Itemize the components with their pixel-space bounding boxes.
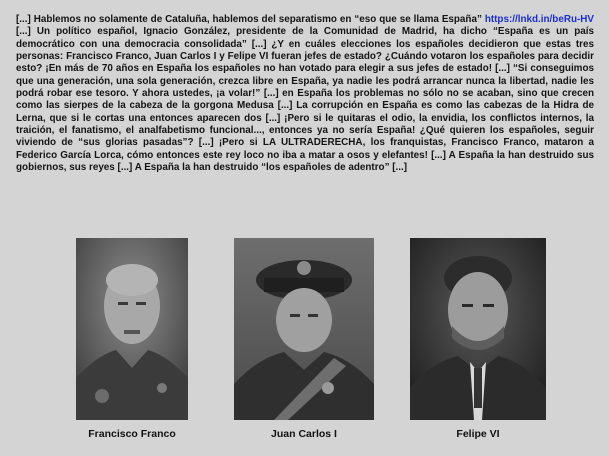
portrait-photo-icon (234, 238, 374, 420)
paragraph-text-rest: [...] Un político español, Ignacio González, presidente de la Comunidad de Madrid, ha dicho “España es un país democrático con una democracia consolidada” [...] ¿Y en cuáles elecciones los españoles decidieron que estas tres personas: Francisco Franco, Juan Carlos I y Felipe VI fueran jefes de estado? ¿Cuándo votaron los españoles para decidir esto? ¡En más de 70 años en España los españoles no han votado para elegir a sus jefes de estado! [...] “Si conseguimos que una generación, una sola generación, crezca libre en España, ya nadie les podrá arrancar nunca la libertad, nadie les podrá robar ese tesoro. Y ahora ustedes, ¡a volar!” [...] en España los problemas no sólo no se acaban, sino que crecen como las sierpes de la cabeza de la gorgona Medusa [...] La corrupción en España es como las cabezas de la Hidra de Lerna, que si le cortas una entonces aparecen dos [...] ¡Pero si le quitaras el odio, la envidia, los conflictos internos, la traición, el fanatismo, el analfabetismo funcional..., entonces ya no sería España! ¿Qué quieren los españoles, seguir viviendo de “sus glorias pasadas”? [...] ¡Pero si LA ULTRADERECHA, los franquistas, Francisco Franco, mataron a Federico García Lorca, cómo entonces este rey loco no iba a matar a osos y elefantes! [...] A España la han destruido sus gobiernos, sus reyes [...] A España la han destruido “los españoles de adentro” [...] (16, 26, 594, 174)
portrait-photo-icon (410, 238, 546, 420)
portrait-photo-icon (76, 238, 188, 420)
lnkd-link[interactable]: https://lnkd.in/beRu-HV (484, 14, 594, 25)
portrait-franco (76, 238, 188, 420)
caption-felipe: Felipe VI (456, 428, 500, 440)
paragraph-text-start: [...] Hablemos no solamente de Cataluña, hablemos del separatismo en “eso que se llama España” (16, 14, 482, 25)
portrait-juan-carlos (234, 238, 374, 420)
caption-juan-carlos: Juan Carlos I (271, 428, 337, 440)
portrait-felipe (410, 238, 546, 420)
caption-franco: Francisco Franco (88, 428, 176, 440)
article-paragraph (16, 14, 594, 174)
